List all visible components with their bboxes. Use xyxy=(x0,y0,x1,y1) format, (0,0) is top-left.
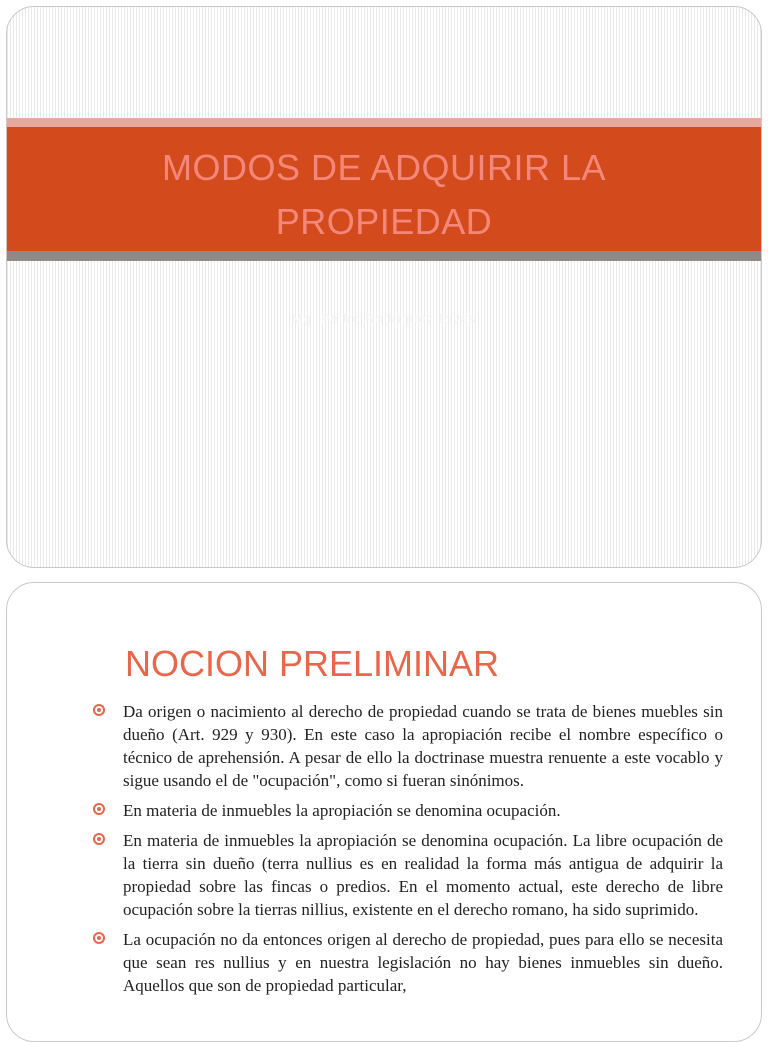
title-band-top-stripe xyxy=(7,118,761,127)
circle-bullet-icon xyxy=(93,833,105,845)
bullet-text: Da origen o nacimiento al derecho de propiedad cuando se trata de bienes muebles sin dueño (Art. 929 y 930). En este caso la apropiación recibe el nombre específico o técnico de aprehensión. A pesar de ello la doctrinase muestra renuente a este vocablo y sigue usando el de "ocupación", como si fueran sinónimos. xyxy=(123,702,723,790)
slide-title: NOCION PRELIMINAR xyxy=(125,643,500,684)
title-band-bottom-stripe xyxy=(7,251,761,261)
bullet-item xyxy=(91,799,723,822)
bullet-text: En materia de inmuebles la apropiación se denomina ocupación. xyxy=(123,801,561,820)
circle-bullet-icon xyxy=(93,704,105,716)
bullet-text: La ocupación no da entonces origen al derecho de propiedad, pues para ello se necesita que sean res nullius y en nuestra legislación no hay bienes inmuebles sin dueño. Aquellos que son de propiedad particular, xyxy=(123,930,723,995)
bullet-item xyxy=(91,700,723,792)
bullet-list xyxy=(91,700,723,1004)
presentation-title: MODOS DE ADQUIRIR LA PROPIEDAD xyxy=(161,147,607,242)
title-slide xyxy=(6,6,762,568)
presentation-subtitle: Mg. Pedro Rodríguez Rivas xyxy=(291,311,477,326)
bullet-text: En materia de inmuebles la apropiación se denomina ocupación. La libre ocupación de la tierra sin dueño (terra nullius es en realidad la forma más antigua de adquirir la propiedad sobre las fincas o predios. En el momento actual, este derecho de libre ocupación sobre la tierras nillius, existente en el derecho romano, ha sido suprimido. xyxy=(123,831,723,919)
circle-bullet-icon xyxy=(93,803,105,815)
circle-bullet-icon xyxy=(93,932,105,944)
bullet-item xyxy=(91,829,723,921)
content-slide xyxy=(6,582,762,1042)
bullet-item xyxy=(91,928,723,997)
